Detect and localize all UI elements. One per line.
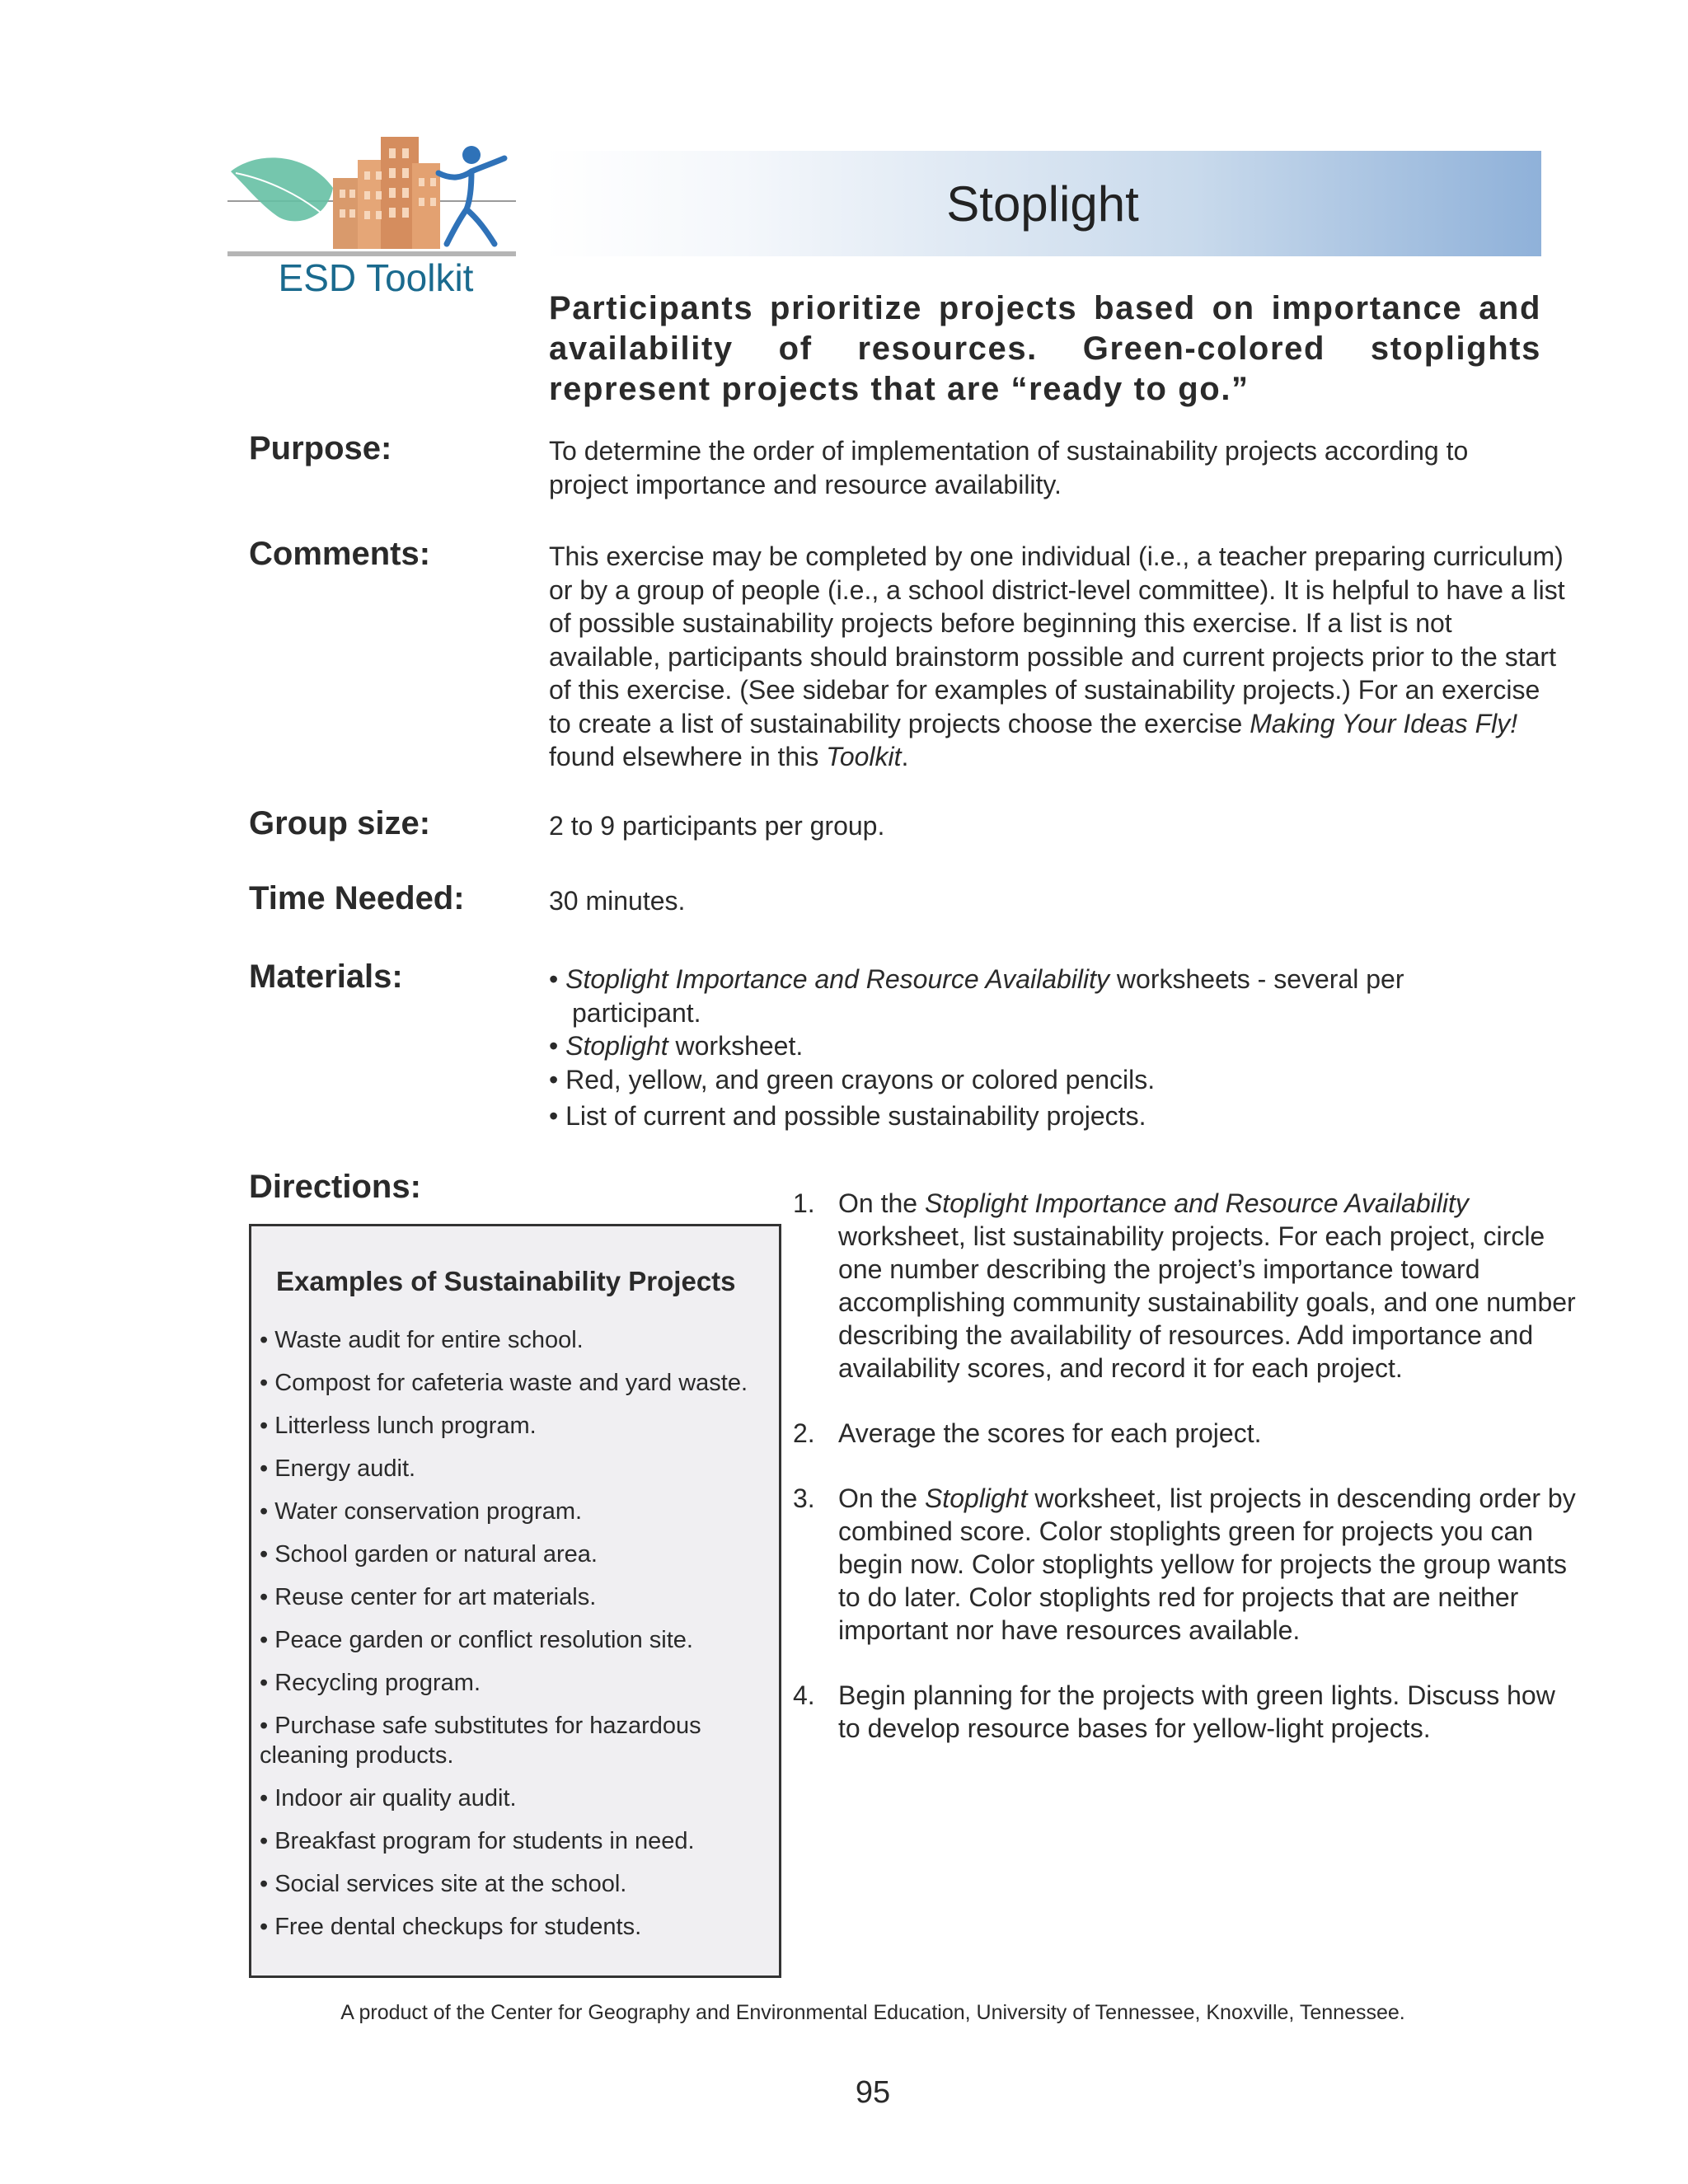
materials-item	[549, 1099, 1563, 1133]
list-item: • Free dental checkups for students.	[260, 1914, 642, 1940]
step-number: 2.	[793, 1418, 815, 1448]
directions-steps	[793, 1187, 1576, 1777]
list-item: • Peace garden or conflict resolution site.	[260, 1627, 693, 1653]
list-item: • Social services site at the school.	[260, 1871, 627, 1897]
list-item: • School garden or natural area.	[260, 1541, 598, 1568]
list-item: • Compost for cafeteria waste and yard waste.	[260, 1370, 748, 1396]
step-number: 4.	[793, 1680, 815, 1710]
materials-item-text: worksheets - several per	[1109, 964, 1404, 994]
materials-item-text: Red, yellow, and green crayons or colored pencils.	[565, 1064, 1156, 1094]
purpose-label: Purpose:	[249, 430, 392, 466]
step-text: On the	[838, 1483, 925, 1513]
comments-text-part2: found elsewhere in this	[549, 742, 827, 771]
direction-step	[793, 1417, 1576, 1450]
step-text: worksheet, list sustainability projects. For each project, circle one number describing the project’s importance toward accomplishing community sustainability goals, and one number describing the availability of resources. Add importance and availability scores, and record it for each project.	[838, 1221, 1576, 1383]
materials-item-continuation: participant.	[572, 997, 701, 1028]
list-item: • Energy audit.	[260, 1455, 416, 1482]
step-italic: Stoplight Importance and Resource Availability	[924, 1188, 1469, 1218]
materials-item-title: Stoplight	[565, 1031, 668, 1061]
direction-step	[793, 1187, 1576, 1385]
time-needed-text: 30 minutes.	[549, 886, 686, 916]
page-number: 95	[855, 2075, 891, 2110]
sidebar-title: Examples of Sustainability Projects	[276, 1266, 736, 1296]
group-size-text: 2 to 9 participants per group.	[549, 811, 885, 841]
esd-toolkit-logo	[227, 130, 524, 262]
list-item: • Purchase safe substitutes for hazardous cleaning products.	[260, 1713, 701, 1769]
comments-text-main: This exercise may be completed by one individual (i.e., a teacher preparing curriculum) or by a group of people (i.e., a school district-level committee). It is helpful to have a list of possible sustainability projects before beginning this exercise. If a list is not available, participants should brainstorm possible and current projects prior to the start of this exercise. (See sidebar for examples of sustainability projects.) For an exercise to create a list of sustainability projects choose the exercise	[549, 541, 1565, 738]
bullet: •	[549, 1031, 559, 1061]
step-number: 3.	[793, 1483, 815, 1513]
materials-item	[549, 1063, 1563, 1097]
list-item: • Indoor air quality audit.	[260, 1785, 517, 1811]
materials-item	[549, 963, 1563, 996]
list-item: • Reuse center for art materials.	[260, 1584, 597, 1610]
materials-item-text: worksheet.	[668, 1031, 804, 1061]
list-item: • Recycling program.	[260, 1670, 481, 1696]
leaf-icon	[231, 157, 333, 221]
step-text: On the	[838, 1188, 925, 1218]
direction-step	[793, 1679, 1576, 1745]
page-title: Stoplight	[946, 176, 1139, 232]
list-item: • Litterless lunch program.	[260, 1413, 537, 1439]
materials-item-title: Stoplight Importance and Resource Availability	[565, 964, 1110, 994]
intro-summary: Participants prioritize projects based on importance and availability of resources. Green-colored stoplights represent projects that are “ready to go.”	[549, 290, 1541, 407]
bullet: •	[549, 964, 559, 994]
time-needed-label: Time Needed:	[249, 880, 465, 916]
materials-item-text: List of current and possible sustainability projects.	[565, 1101, 1146, 1131]
materials-label: Materials:	[249, 958, 403, 995]
step-italic: Stoplight	[924, 1483, 1028, 1513]
comments-label: Comments:	[249, 536, 431, 572]
group-size-label: Group size:	[249, 805, 431, 841]
materials-list	[549, 963, 1563, 1133]
step-text: Begin planning for the projects with green lights. Discuss how to develop resource bases for yellow-light projects.	[838, 1680, 1555, 1743]
comments-italic-toolkit: Toolkit	[826, 742, 902, 771]
footer-note: A product of the Center for Geography and Environmental Education, University of Tennessee, Knoxville, Tennessee.	[340, 2001, 1405, 2024]
title-bar	[544, 151, 1541, 256]
bullet: •	[549, 1064, 559, 1094]
comments-italic-title: Making Your Ideas Fly!	[1250, 708, 1518, 738]
sidebar-examples-box	[249, 1224, 781, 1978]
directions-label: Directions:	[249, 1169, 421, 1205]
building-icon	[333, 178, 361, 249]
logo-graphic	[227, 130, 524, 262]
sidebar-list	[260, 1325, 779, 1955]
materials-item	[549, 1029, 1563, 1063]
comments-text	[549, 540, 1567, 774]
comments-text-end: .	[901, 742, 909, 771]
list-item: • Waste audit for entire school.	[260, 1327, 584, 1353]
purpose-text: To determine the order of implementation of sustainability projects according to project importance and resource availability.	[549, 436, 1469, 499]
bullet: •	[549, 1101, 559, 1131]
list-item: • Breakfast program for students in need.	[260, 1828, 695, 1854]
list-item: • Water conservation program.	[260, 1498, 583, 1525]
logo-label: ESD Toolkit	[278, 256, 474, 299]
direction-step	[793, 1482, 1576, 1647]
step-text: worksheet, list projects in descending order by combined score. Color stoplights green for projects you can begin now. Color stoplights yellow for projects the group wants to do later. Color stoplights red for projects that are neither important nor have resources available.	[838, 1483, 1576, 1645]
step-number: 1.	[793, 1188, 815, 1218]
person-icon	[438, 146, 504, 244]
step-text: Average the scores for each project.	[838, 1418, 1262, 1448]
